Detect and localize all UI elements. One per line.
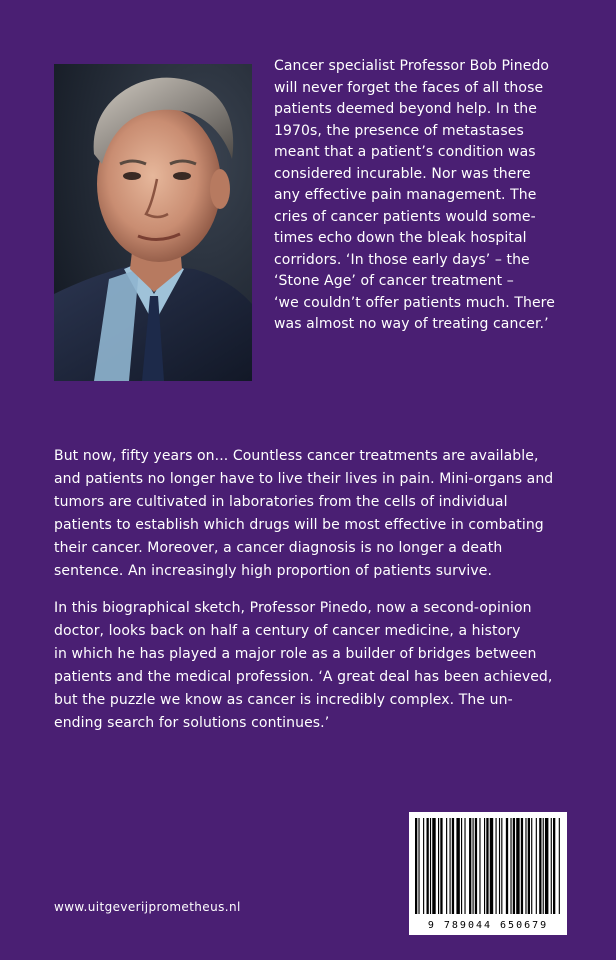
- barcode-bar: [415, 818, 417, 914]
- paragraph-1-line: and patients no longer have to live their lives in pain. Mini-organs and: [54, 471, 554, 487]
- barcode-bar: [430, 818, 431, 914]
- barcode-bar: [543, 818, 544, 914]
- intro-line: times echo down the bleak hospital: [274, 230, 527, 246]
- barcode-bars: [409, 812, 567, 917]
- paragraph-2-line: ending search for solutions continues.’: [54, 715, 330, 731]
- barcode-bar: [440, 818, 442, 914]
- barcode-bar: [450, 818, 451, 914]
- barcode-bar: [473, 818, 474, 914]
- intro-line: considered incurable. Nor was there: [274, 165, 531, 182]
- paragraph-1: [54, 445, 570, 583]
- intro-line: 1970s, the presence of metastases: [274, 122, 524, 139]
- barcode-bar: [499, 818, 500, 914]
- barcode-bar: [528, 818, 530, 914]
- portrait-illustration: [54, 64, 252, 381]
- paragraph-1-line: sentence. An increasingly high proportion of patients survive.: [54, 563, 493, 579]
- barcode-bar: [484, 818, 485, 914]
- barcode-bar: [423, 818, 424, 914]
- paragraph-2: [54, 597, 570, 735]
- barcode-bar: [521, 818, 523, 914]
- paragraph-2-line: in which he has played a major role as a builder of bridges between: [54, 646, 537, 662]
- barcode-bar: [486, 818, 488, 914]
- barcode-bar: [525, 818, 526, 914]
- intro-line: ‘we couldn’t offer patients much. There: [274, 294, 555, 311]
- barcode-bar: [438, 818, 439, 914]
- publisher-website[interactable]: www.uitgeverijprometheus.nl: [54, 900, 241, 914]
- barcode-bar: [475, 818, 477, 914]
- paragraph-2-line: In this biographical sketch, Professor Pinedo, now a second-opinion: [54, 600, 532, 616]
- intro-line: was almost no way of treating cancer.’: [274, 316, 549, 332]
- barcode-bar: [506, 818, 508, 914]
- paragraph-2-line: doctor, looks back on half a century of cancer medicine, a history: [54, 623, 521, 639]
- barcode-bar: [559, 818, 560, 914]
- intro-text: [274, 56, 586, 336]
- barcode-bar: [418, 818, 419, 914]
- intro-line: Cancer specialist Professor Bob Pinedo: [274, 58, 550, 74]
- intro-line: corridors. ‘In those early days’ – the: [274, 251, 530, 268]
- barcode-bar: [496, 818, 497, 914]
- barcode-bar: [456, 818, 459, 914]
- barcode-bar: [531, 818, 532, 914]
- author-portrait: [54, 64, 252, 381]
- paragraph-1-line: their cancer. Moreover, a cancer diagnosis is no longer a death: [54, 540, 503, 556]
- intro-line: patients deemed beyond help. In the: [274, 101, 537, 117]
- barcode-bar: [461, 818, 462, 914]
- barcode-bar: [545, 818, 548, 914]
- isbn-number: 9 789044 650679: [427, 920, 549, 931]
- paragraph-2-line: but the puzzle we know as cancer is incredibly complex. The un-: [54, 692, 513, 708]
- barcode-bar: [432, 818, 435, 914]
- barcode-bar: [551, 818, 552, 914]
- paragraph-1-line: tumors are cultivated in laboratories from the cells of individual: [54, 494, 508, 510]
- barcode-bar: [539, 818, 541, 914]
- paragraph-2-line: patients and the medical profession. ‘A great deal has been achieved,: [54, 669, 553, 685]
- barcode-bar: [553, 818, 555, 914]
- intro-line: meant that a patient’s condition was: [274, 144, 536, 160]
- barcode-bar: [490, 818, 493, 914]
- barcode-bar: [446, 818, 447, 914]
- barcode-bar: [452, 818, 454, 914]
- barcode-bar: [516, 818, 519, 914]
- barcode-bar: [536, 818, 537, 914]
- barcode-bar: [469, 818, 471, 914]
- barcode-bar: [501, 818, 502, 914]
- isbn-barcode: [409, 812, 567, 935]
- barcode-bar: [464, 818, 465, 914]
- intro-line: will never forget the faces of all those: [274, 79, 544, 96]
- intro-line: ‘Stone Age’ of cancer treatment –: [274, 273, 514, 289]
- intro-line: any effective pain management. The: [274, 187, 537, 203]
- barcode-bar: [513, 818, 515, 914]
- intro-line: cries of cancer patients would some-: [274, 208, 536, 225]
- barcode-bar: [479, 818, 480, 914]
- paragraph-1-line: patients to establish which drugs will be most effective in combating: [54, 517, 544, 533]
- barcode-bar: [427, 818, 429, 914]
- barcode-bar: [510, 818, 511, 914]
- paragraph-1-line: But now, fifty years on... Countless cancer treatments are available,: [54, 448, 539, 464]
